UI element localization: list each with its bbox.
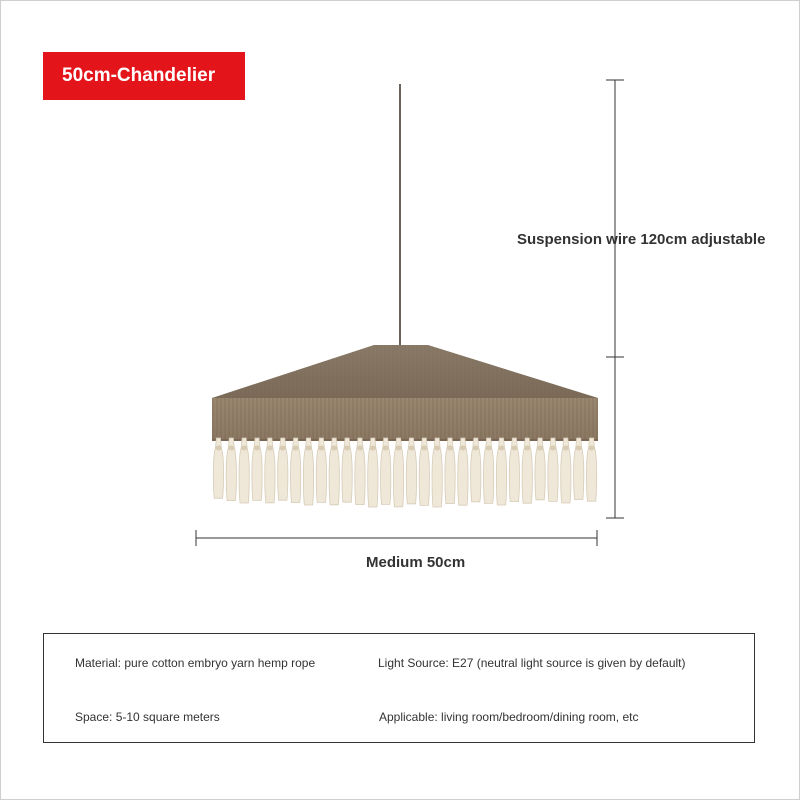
tassel-knot <box>305 446 311 451</box>
spec-material: Material: pure cotton embryo yarn hemp rope <box>75 656 316 670</box>
tassel-knot <box>460 446 466 451</box>
tassel-knot <box>434 446 440 451</box>
tassel-knot <box>357 446 363 451</box>
tassel-knot <box>318 446 324 451</box>
tassel-knot <box>408 446 414 451</box>
tassel-knot <box>395 446 401 451</box>
tassel-knot <box>563 446 569 451</box>
tassel-knot <box>280 446 286 451</box>
width-dimension-line <box>196 530 597 546</box>
tassel-knot <box>267 446 273 451</box>
tassel-knot <box>447 446 453 451</box>
tassel-knot <box>524 446 530 451</box>
tassel-knot <box>421 446 427 451</box>
spec-light-source: Light Source: E27 (neutral light source is given by default) <box>378 656 686 670</box>
suspension-label: Suspension wire 120cm adjustable <box>517 231 766 248</box>
tassel-knot <box>228 446 234 451</box>
spec-space: Space: 5-10 square meters <box>75 710 220 724</box>
specs-box <box>43 633 755 743</box>
tassel-knot <box>241 446 247 451</box>
tassel-knot <box>383 446 389 451</box>
tassel-knot <box>576 446 582 451</box>
spec-applicable: Applicable: living room/bedroom/dining room, etc <box>379 710 639 724</box>
tassel-knot <box>254 446 260 451</box>
tassel-fringe <box>213 438 596 507</box>
width-label: Medium 50cm <box>366 554 466 571</box>
tassel-knot <box>588 446 594 451</box>
tassel-knot <box>498 446 504 451</box>
tassel-knot <box>370 446 376 451</box>
tassel-knot <box>550 446 556 451</box>
tassel-knot <box>485 446 491 451</box>
tassel-knot <box>215 446 221 451</box>
tassel-knot <box>344 446 350 451</box>
tassel-knot <box>292 446 298 451</box>
tassel-knot <box>537 446 543 451</box>
size-badge-label: 50cm-Chandelier <box>62 65 216 86</box>
suspension-dimension-line <box>606 80 624 518</box>
tassel-knot <box>331 446 337 451</box>
tassel-knot <box>511 446 517 451</box>
tassel-knot <box>473 446 479 451</box>
